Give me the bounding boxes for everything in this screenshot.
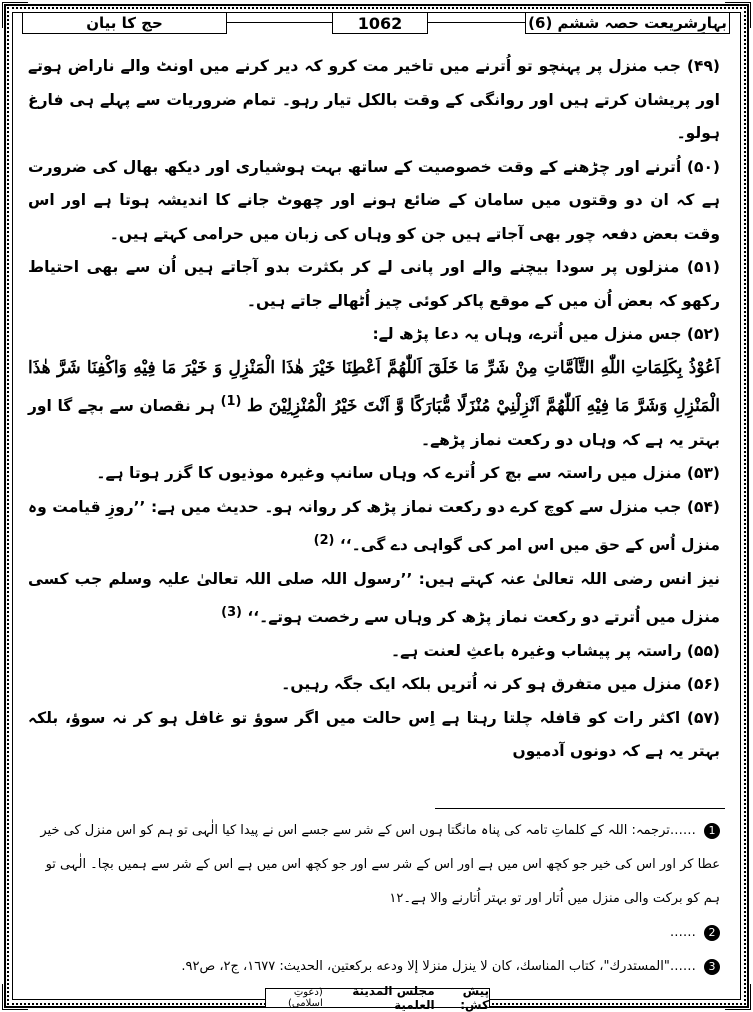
footnotes bbox=[28, 814, 720, 984]
chapter-title: حج کا بیان bbox=[22, 12, 227, 34]
paragraph: (۵۰) اُترنے اور چڑھنے کے وقت خصوصیت کے ساتھ بہت ہوشیاری اور دیکھ بھال کی ضرورت ہے کہ ان دو وقتوں میں سامان کے ضائع ہونے اور چھوٹ جانے کا اندیشہ ہوتا ہے اور اس وقت بعض دفعہ چور بھی آجاتے ہیں جن کو وہاں کی زبان میں حرامی کہتے ہیں۔ bbox=[28, 157, 720, 243]
corner-ornament bbox=[2, 984, 28, 1010]
footnote-text: ……"المستدرك"، كتاب المناسك، كان لا ينزل منزلا إلا ودعه بركعتين، الحديث: ١٦٧٧، ج٢، ص٩٢. bbox=[181, 959, 696, 974]
page-header bbox=[22, 12, 730, 36]
footnote-separator bbox=[435, 808, 725, 809]
corner-ornament bbox=[725, 984, 751, 1010]
paragraph bbox=[28, 491, 720, 563]
footer-org: مجلس المدينة العلمية bbox=[352, 984, 435, 1012]
footnote-number: 1 bbox=[704, 823, 720, 839]
dua-block bbox=[28, 352, 720, 458]
paragraph: (۵۱) منزلوں پر سودا بیچنے والے اور پانی لے کر بکثرت بدو آجاتے ہیں اُن سے بھی احتیاط رکھو کہ بعض اُن میں کے موقع پاکر کوئی چیز اُٹھالے جاتے ہیں۔ bbox=[28, 258, 720, 310]
footer-suffix: (دعوتِ اسلامی) bbox=[288, 987, 323, 1009]
paragraph bbox=[28, 563, 720, 635]
publisher-footer bbox=[265, 984, 490, 1012]
footnote-number: 3 bbox=[704, 959, 720, 975]
paragraph: (۵۲) جس منزل میں اُترے، وہاں یہ دعا پڑھ لے: bbox=[372, 325, 720, 343]
main-text bbox=[28, 50, 720, 769]
paragraph: (۵۵) راستہ پر پیشاب وغیرہ باعثِ لعنت ہے۔ bbox=[391, 641, 720, 660]
footnote-ref: (2) bbox=[313, 533, 335, 549]
footnote-text: ……ترجمہ: اللہ کے کلماتِ تامہ کی پناہ مانگتا ہوں اس کے شر سے جسے اس نے پیدا کیا الٰہی تو ہم کو اس منزل کی خیر عطا کر اور اس کی خیر جو کچھ اس میں ہے اور اس کے شر سے اور جو کچھ اس میں ہے اس کے شر سے ہمیں بچا۔ الٰہی تو ہم کو برکت والی منزل میں اُتار اور تو بہتر اُتارنے والا ہے۔۱۲ bbox=[40, 823, 720, 906]
footnote-1 bbox=[28, 814, 720, 916]
footnote-3 bbox=[28, 950, 720, 984]
paragraph-text: نیز انس رضی اللہ تعالیٰ عنہ کہتے ہیں: ’’رسول اللہ صلی اللہ تعالیٰ علیہ وسلم جب کسی منزل میں اُترتے دو رکعت نماز پڑھ کر وہاں سے رخصت ہوتے۔‘‘ bbox=[28, 569, 720, 627]
footnote-text: …… bbox=[669, 925, 696, 940]
paragraph: (۵۳) منزل میں راستہ سے بچ کر اُترے کہ وہاں سانپ وغیرہ موذیوں کا گزر ہوتا ہے۔ bbox=[96, 464, 720, 483]
dua-after: ہر نقصان سے بچے گا اور بہتر یہ ہے کہ وہاں دو رکعت نماز پڑھے۔ bbox=[28, 397, 720, 449]
paragraph-text: (۵۴) جب منزل سے کوچ کرے دو رکعت نماز پڑھ کر روانہ ہو۔ حدیث میں ہے: ’’روزِ قیامت وہ منزل اُس کے حق میں اس امر کی گواہی دے گی۔‘‘ bbox=[28, 497, 720, 555]
dua-text: اَعُوْذُ بِكَلِمَاتِ اللّٰهِ التَّآمَّاتِ مِنْ شَرِّ مَا خَلَقَ اَللّٰهُمَّ اَعْطِنَا خَيْرَ هٰذَا الْمَنْزِلِ وَ خَيْرَ مَا فِيْهِ وَاكْفِنَا شَرَّ هٰذَا الْمَنْزِلِ وَشَرَّ مَا فِيْهِ اَللّٰهُمَّ اَنْزِلْنِيْ مُنْزَلًا مُّبَارَكًا وَّ اَنْتَ خَيْرُ الْمُنْزِلِيْنَ ط bbox=[28, 357, 720, 417]
footnote-number: 2 bbox=[704, 925, 720, 941]
paragraph: (۵۷) اکثر رات کو قافلہ چلتا رہتا ہے اِس حالت میں اگر سوؤ تو غافل ہو کر نہ سوؤ، بلکہ بہتر یہ ہے کہ دونوں آدمیوں bbox=[28, 708, 721, 761]
book-title: بہارِشریعت حصہ ششم (6) bbox=[525, 12, 730, 34]
header-divider bbox=[428, 22, 526, 23]
paragraph: (۴۹) جب منزل پر پہنچو تو اُترنے میں تاخیر مت کرو کہ دیر کرنے میں اونٹ والے ناراض ہوتے اور پریشان کرتے ہیں اور روانگی کے وقت بالکل تیار رہو۔ تمام ضروریات سے پہلے ہی فارغ ہولو۔ bbox=[28, 57, 720, 142]
footer-prefix: پیش کش: bbox=[460, 984, 489, 1012]
page-number: 1062 bbox=[332, 12, 428, 34]
header-divider bbox=[227, 22, 332, 23]
footnote-ref: (3) bbox=[221, 605, 242, 621]
footnote-ref: (1) bbox=[220, 394, 242, 409]
footnote-2 bbox=[28, 916, 720, 950]
paragraph: (۵۶) منزل میں متفرق ہو کر نہ اُتریں بلکہ ایک جگہ رہیں۔ bbox=[281, 675, 720, 694]
